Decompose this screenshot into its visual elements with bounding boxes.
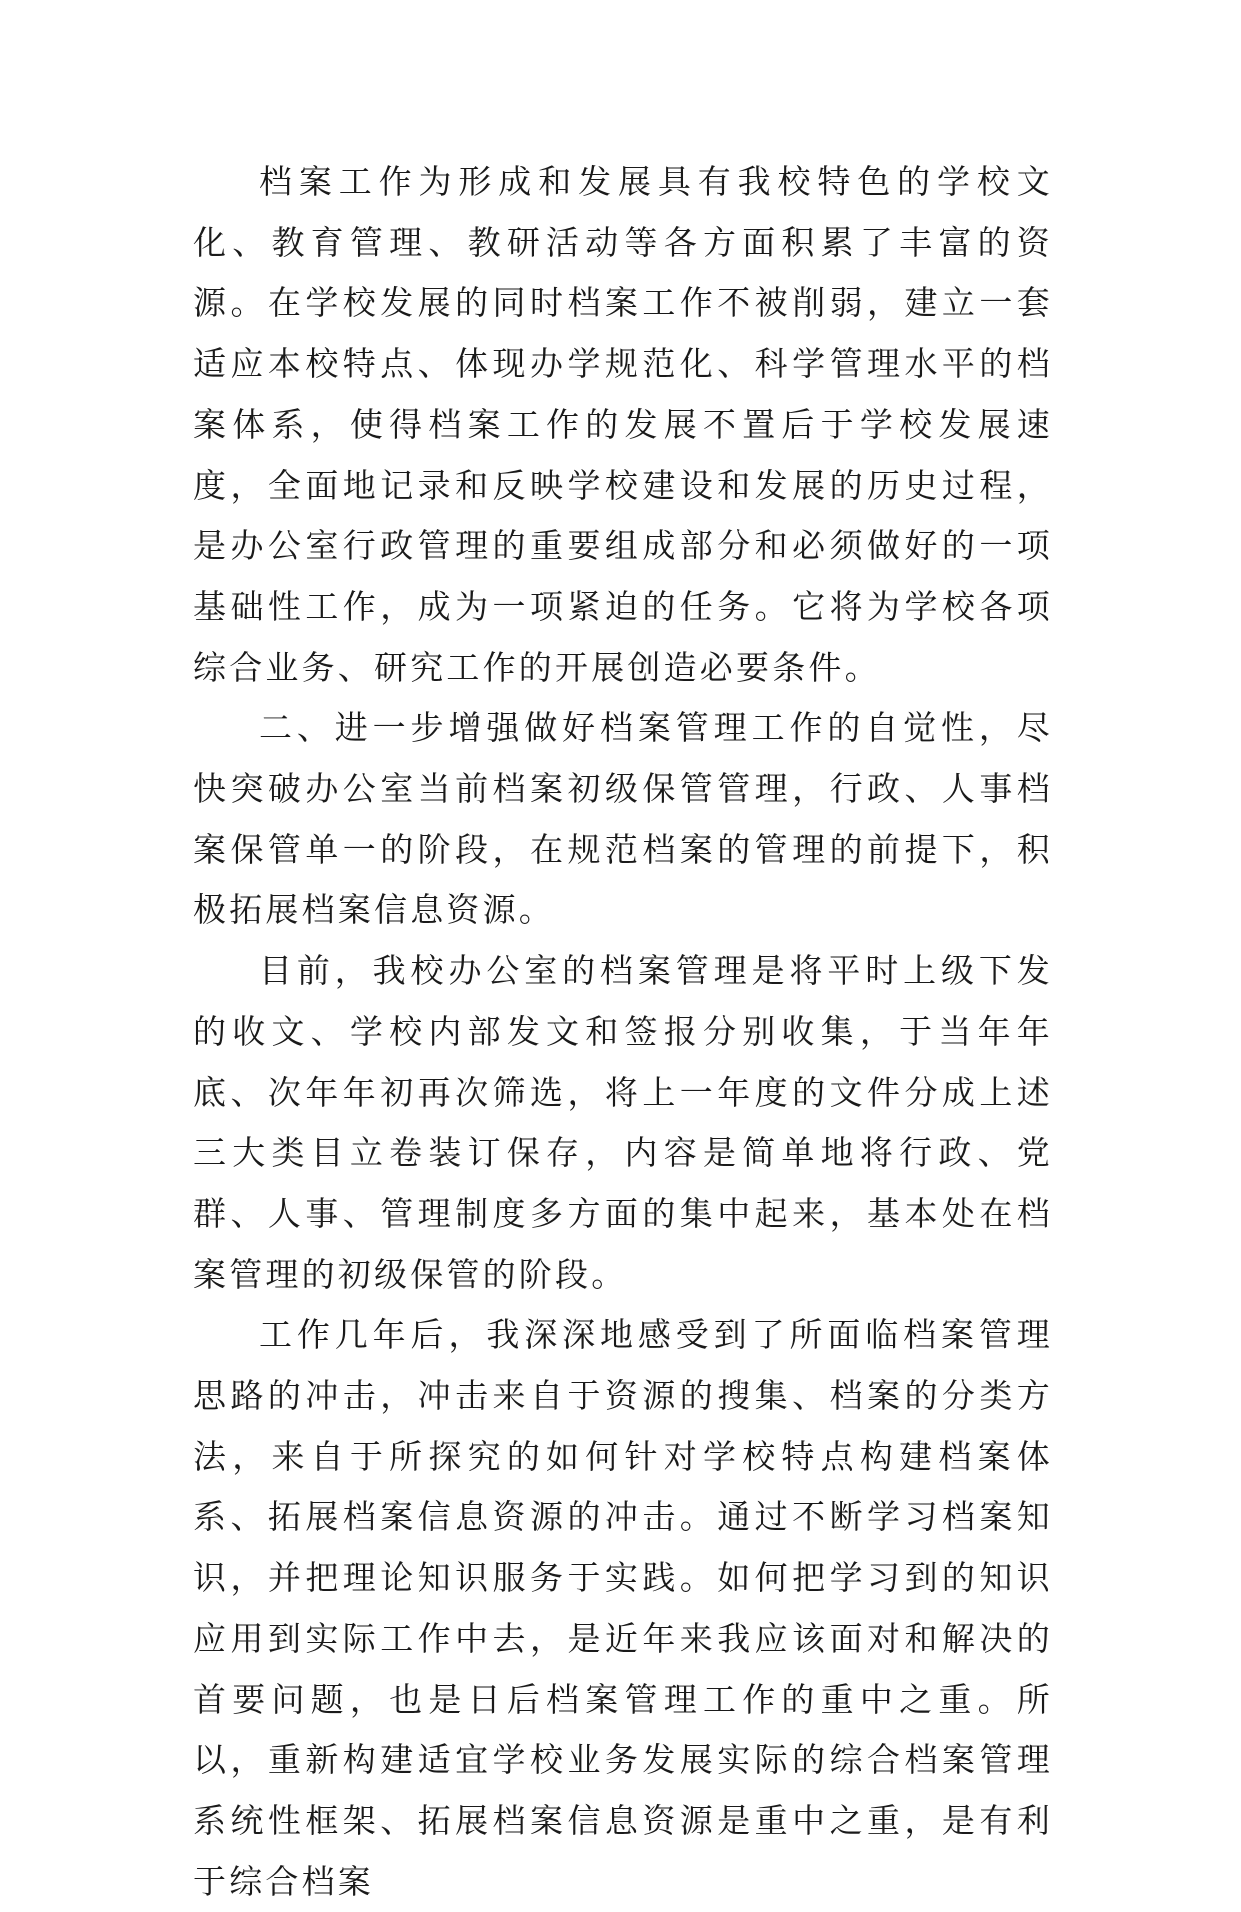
document-body (193, 152, 1053, 1912)
paragraph-section-two-heading: 二、进一步增强做好档案管理工作的自觉性，尽快突破办公室当前档案初级保管管理，行政、人事档案保管单一的阶段，在规范档案的管理的前提下，积极拓展档案信息资源。 (193, 708, 1053, 930)
paragraph-current-status: 目前，我校办公室的档案管理是将平时上级下发的收文、学校内部发文和签报分别收集，于当年年底、次年年初再次筛选，将上一年度的文件分成上述三大类目立卷装订保存，内容是简单地将行政、党群、人事、管理制度多方面的集中起来，基本处在档案管理的初级保管的阶段。 (193, 951, 1053, 1294)
paragraph-archive-work-importance: 档案工作为形成和发展具有我校特色的学校文化、教育管理、教研活动等各方面积累了丰富的资源。在学校发展的同时档案工作不被削弱，建立一套适应本校特点、体现办学规范化、科学管理水平的档案体系，使得档案工作的发展不置后于学校发展速度，全面地记录和反映学校建设和发展的历史过程，是办公室行政管理的重要组成部分和必须做好的一项基础性工作，成为一项紧迫的任务。它将为学校各项综合业务、研究工作的开展创造必要条件。 (193, 162, 1053, 687)
paragraph-personal-reflection: 工作几年后，我深深地感受到了所面临档案管理思路的冲击，冲击来自于资源的搜集、档案的分类方法，来自于所探究的如何针对学校特点构建档案体系、拓展档案信息资源的冲击。通过不断学习档案知识，并把理论知识服务于实践。如何把学习到的知识应用到实际工作中去，是近年来我应该面对和解决的首要问题，也是日后档案管理工作的重中之重。所以，重新构建适宜学校业务发展实际的综合档案管理系统性框架、拓展档案信息资源是重中之重，是有利于综合档案 (193, 1315, 1053, 1901)
